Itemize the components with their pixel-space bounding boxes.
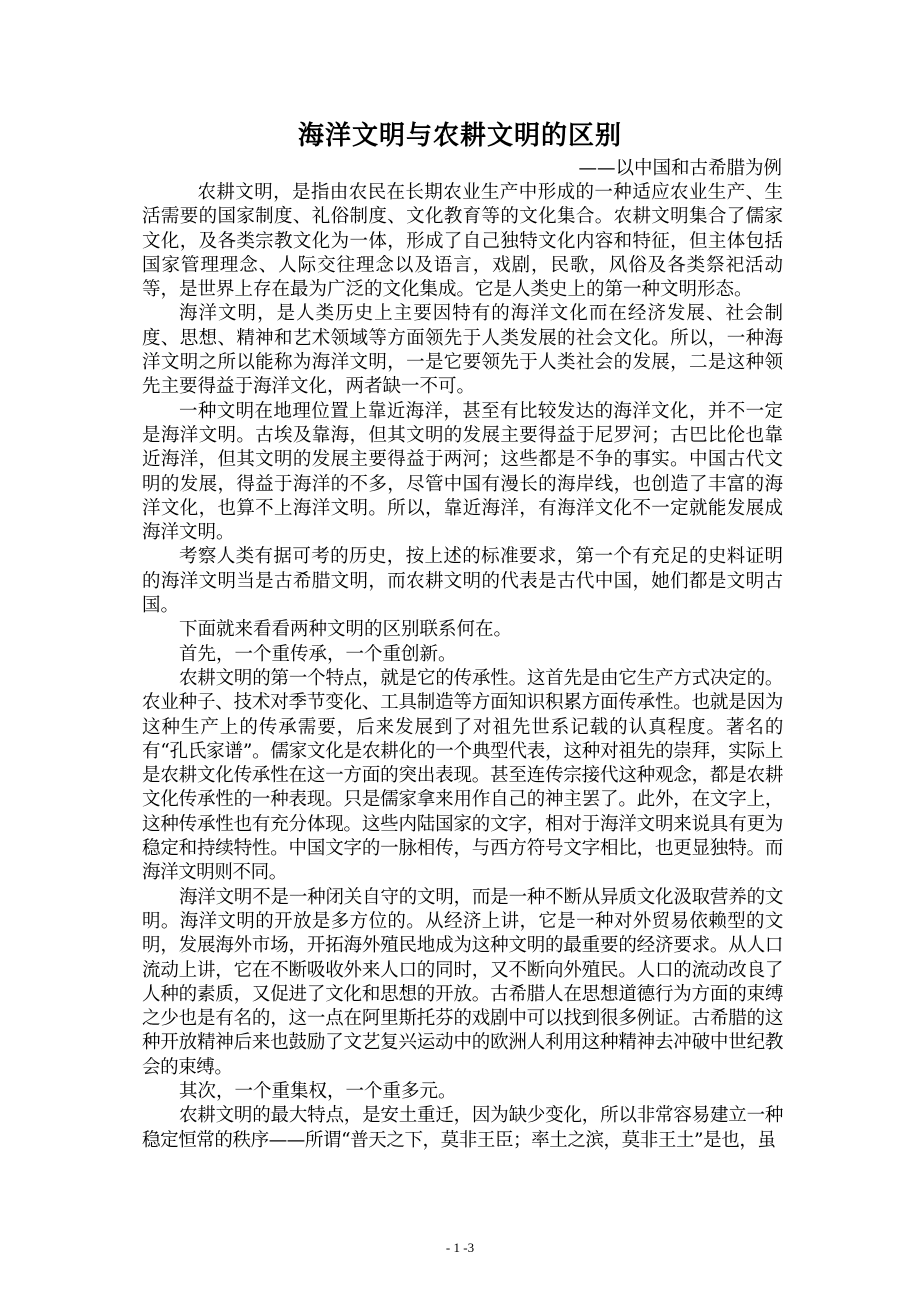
paragraph: 其次，一个重集权，一个重多元。 xyxy=(179,1080,457,1102)
page-number: - 1 -3 xyxy=(445,1240,475,1255)
paragraph: 农耕文明，是指由农民在长期农业生产中形成的一种适应农业生产、生活需要的国家制度、礼俗制度、文化教育等的文化集合。农耕文明集合了儒家文化，及各类宗教文化为一体，形成了自己独特文化内容和特征，但主体包括国家管理理念、人际交往理念以及语言，戏剧，民歌，风俗及各类祭祀活动等，是世界上存在最为广泛的文化集成。它是人类史上的第一种文明形态。 xyxy=(142,182,783,301)
paragraph: 一种文明在地理位置上靠近海洋，甚至有比较发达的海洋文化，并不一定是海洋文明。古埃及靠海，但其文明的发展主要得益于尼罗河；古巴比伦也靠近海洋，但其文明的发展主要得益于两河；这些都是不争的事实。中国古代文明的发展，得益于海洋的不多，尽管中国有漫长的海岸线，也创造了丰富的海洋文化，也算不上海洋文明。所以，靠近海洋，有海洋文化不一定就能发展成海洋文明。 xyxy=(142,400,783,544)
paragraph: 考察人类有据可考的历史，按上述的标准要求，第一个有充足的史料证明的海洋文明当是古希腊文明，而农耕文明的代表是古代中国，她们都是文明古国。 xyxy=(142,546,783,617)
paragraph: 首先，一个重传承，一个重创新。 xyxy=(179,643,457,665)
paragraph: 农耕文明的第一个特点，就是它的传承性。这首先是由它生产方式决定的。农业种子、技术对季节变化、工具制造等方面知识积累方面传承性。也就是因为这种生产上的传承需要，后来发展到了对祖先世系记载的认真程度。著名的有“孔氏家谱”。儒家文化是农耕化的一个典型代表，这种对祖先的崇拜，实际上是农耕文化传承性在这一方面的突出表现。甚至连传宗接代这种观念，都是农耕文化传承性的一种表现。只是儒家拿来用作自己的神主罢了。此外，在文字上，这种传承性也有充分体现。这些内陆国家的文字，相对于海洋文明来说具有更为稳定和持续特性。中国文字的一脉相传，与西方符号文字相比，也更显独特。而海洋文明则不同。 xyxy=(142,667,783,884)
page-title: 海洋文明与农耕文明的区别 xyxy=(297,121,622,151)
page-subtitle: ——以中国和古希腊为例 xyxy=(578,158,782,179)
paragraph: 下面就来看看两种文明的区别联系何在。 xyxy=(179,619,513,641)
paragraph: 农耕文明的最大特点，是安土重迁，因为缺少变化，所以非常容易建立一种稳定恒常的秩序——所谓“普天之下，莫非王臣；率土之滨，莫非王土”是也，虽 xyxy=(142,1105,783,1151)
document-body xyxy=(142,181,783,1153)
paragraph: 海洋文明，是人类历史上主要因特有的海洋文化而在经济发展、社会制度、思想、精神和艺术领域等方面领先于人类发展的社会文化。所以，一种海洋文明之所以能称为海洋文明，一是它要领先于人类社会的发展，二是这种领先主要得益于海洋文化，两者缺一不可。 xyxy=(142,303,783,398)
paragraph: 海洋文明不是一种闭关自守的文明，而是一种不断从异质文化汲取营养的文明。海洋文明的开放是多方位的。从经济上讲，它是一种对外贸易依赖型的文明，发展海外市场，开拓海外殖民地成为这种文明的最重要的经济要求。从人口流动上讲，它在不断吸收外来人口的同时，又不断向外殖民。人口的流动改良了人种的素质，又促进了文化和思想的开放。古希腊人在思想道德行为方面的束缚之少也是有名的，这一点在阿里斯托芬的戏剧中可以找到很多例证。古希腊的这种开放精神后来也鼓励了文艺复兴运动中的欧洲人利用这种精神去冲破中世纪教会的束缚。 xyxy=(142,886,783,1078)
